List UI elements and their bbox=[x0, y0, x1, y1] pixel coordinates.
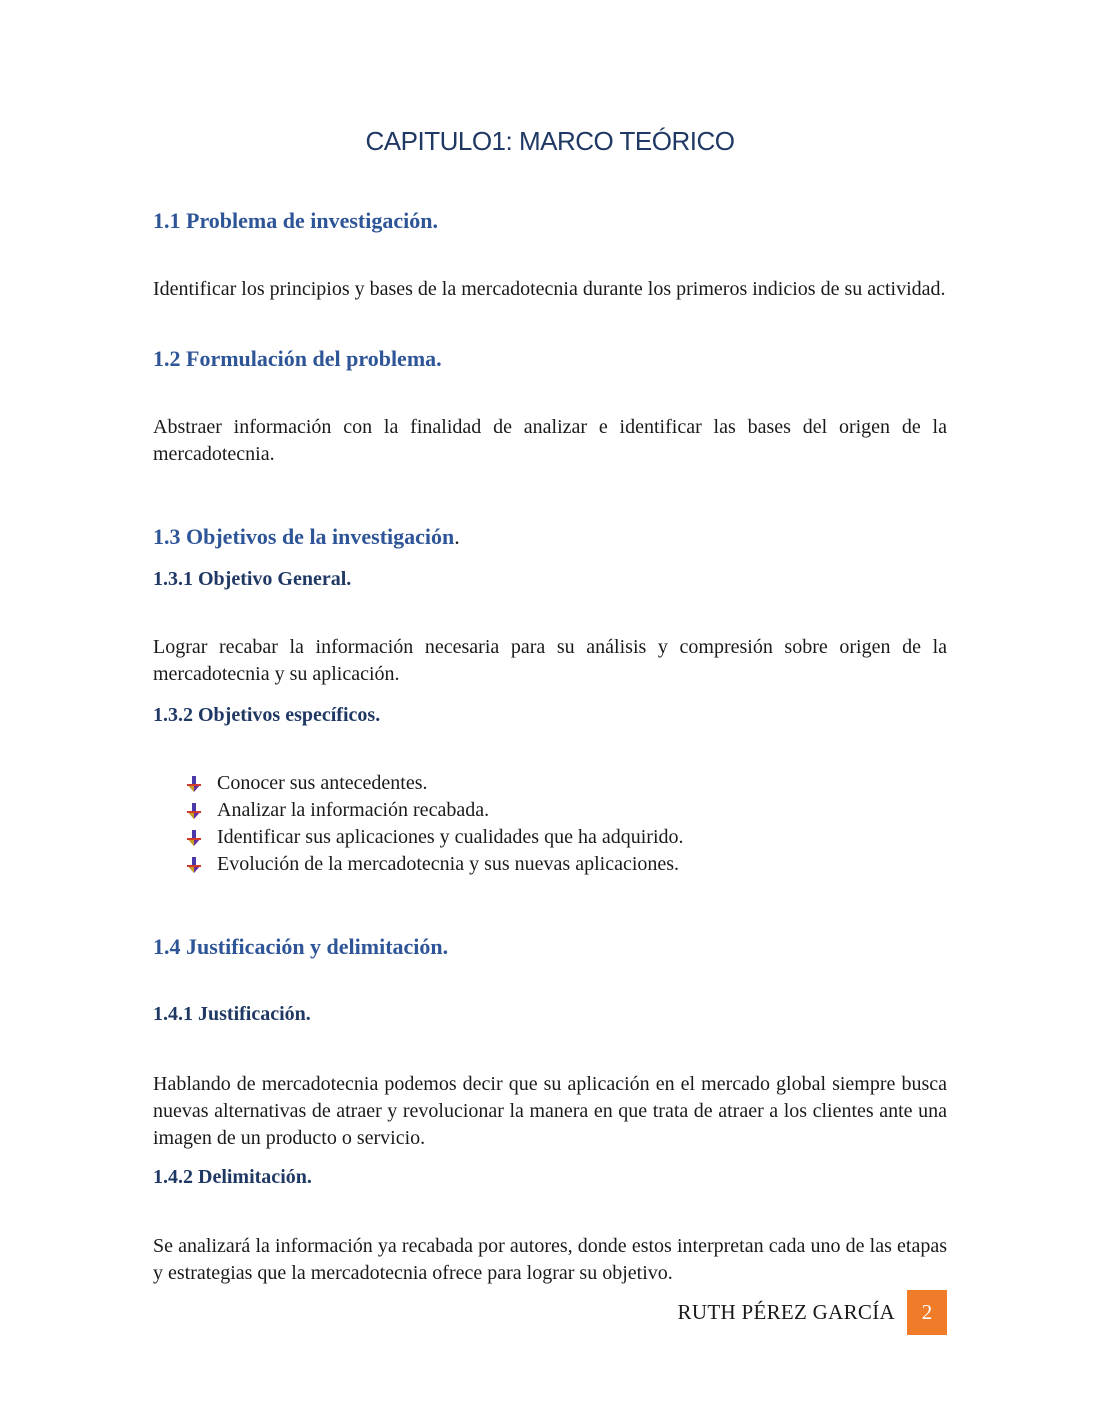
paragraph-1-1: Identificar los principios y bases de la mercadotecnia durante los primeros indicios de su actividad. bbox=[153, 278, 946, 300]
heading-1-3-dot: . bbox=[454, 524, 460, 549]
list-item bbox=[185, 770, 684, 797]
arrow-down-icon bbox=[185, 856, 203, 874]
heading-1-4: 1.4 Justificación y delimitación. bbox=[153, 934, 449, 959]
heading-1-4-2: 1.4.2 Delimitación. bbox=[153, 1166, 312, 1188]
heading-1-3-text: 1.3 Objetivos de la investigación bbox=[153, 524, 455, 549]
arrow-down-icon bbox=[185, 829, 203, 847]
heading-1-2: 1.2 Formulación del problema. bbox=[153, 346, 442, 371]
paragraph-1-3-1: Lograr recabar la información necesaria para su análisis y compresión sobre origen de la mercadotecnia y su aplicación. bbox=[153, 636, 947, 685]
list-item-text: Evolución de la mercadotecnia y sus nuevas aplicaciones. bbox=[217, 853, 680, 875]
heading-1-3-2: 1.3.2 Objetivos específicos. bbox=[153, 704, 381, 726]
heading-1-4-1: 1.4.1 Justificación. bbox=[153, 1003, 311, 1025]
objectives-list bbox=[185, 770, 684, 878]
list-item bbox=[185, 851, 684, 878]
chapter-title: CAPITULO1: MARCO TEÓRICO bbox=[365, 126, 735, 156]
heading-1-3 bbox=[153, 524, 460, 550]
paragraph-1-2: Abstraer información con la finalidad de analizar e identificar las bases del origen de la mercadotecnia. bbox=[153, 416, 947, 465]
list-item-text: Identificar sus aplicaciones y cualidades que ha adquirido. bbox=[217, 826, 684, 848]
list-item bbox=[185, 824, 684, 851]
heading-1-3-1: 1.3.1 Objetivo General. bbox=[153, 568, 352, 590]
footer-author: RUTH PÉREZ GARCÍA bbox=[677, 1300, 895, 1324]
list-item bbox=[185, 797, 684, 824]
page-number-badge: 2 bbox=[907, 1290, 947, 1335]
paragraph-1-4-2: Se analizará la información ya recabada por autores, donde estos interpretan cada uno de las etapas y estrategias que la mercadotecnia ofrece para lograr su objetivo. bbox=[153, 1235, 947, 1284]
heading-1-1: 1.1 Problema de investigación. bbox=[153, 208, 438, 233]
list-item-text: Conocer sus antecedentes. bbox=[217, 772, 428, 794]
list-item-text: Analizar la información recabada. bbox=[217, 799, 490, 821]
paragraph-1-4-1: Hablando de mercadotecnia podemos decir que su aplicación en el mercado global siempre busca nuevas alternativas de atraer y revolucionar la manera en que trata de atraer a los clientes ante una imagen de un producto o servicio. bbox=[153, 1073, 947, 1149]
arrow-down-icon bbox=[185, 775, 203, 793]
arrow-down-icon bbox=[185, 802, 203, 820]
